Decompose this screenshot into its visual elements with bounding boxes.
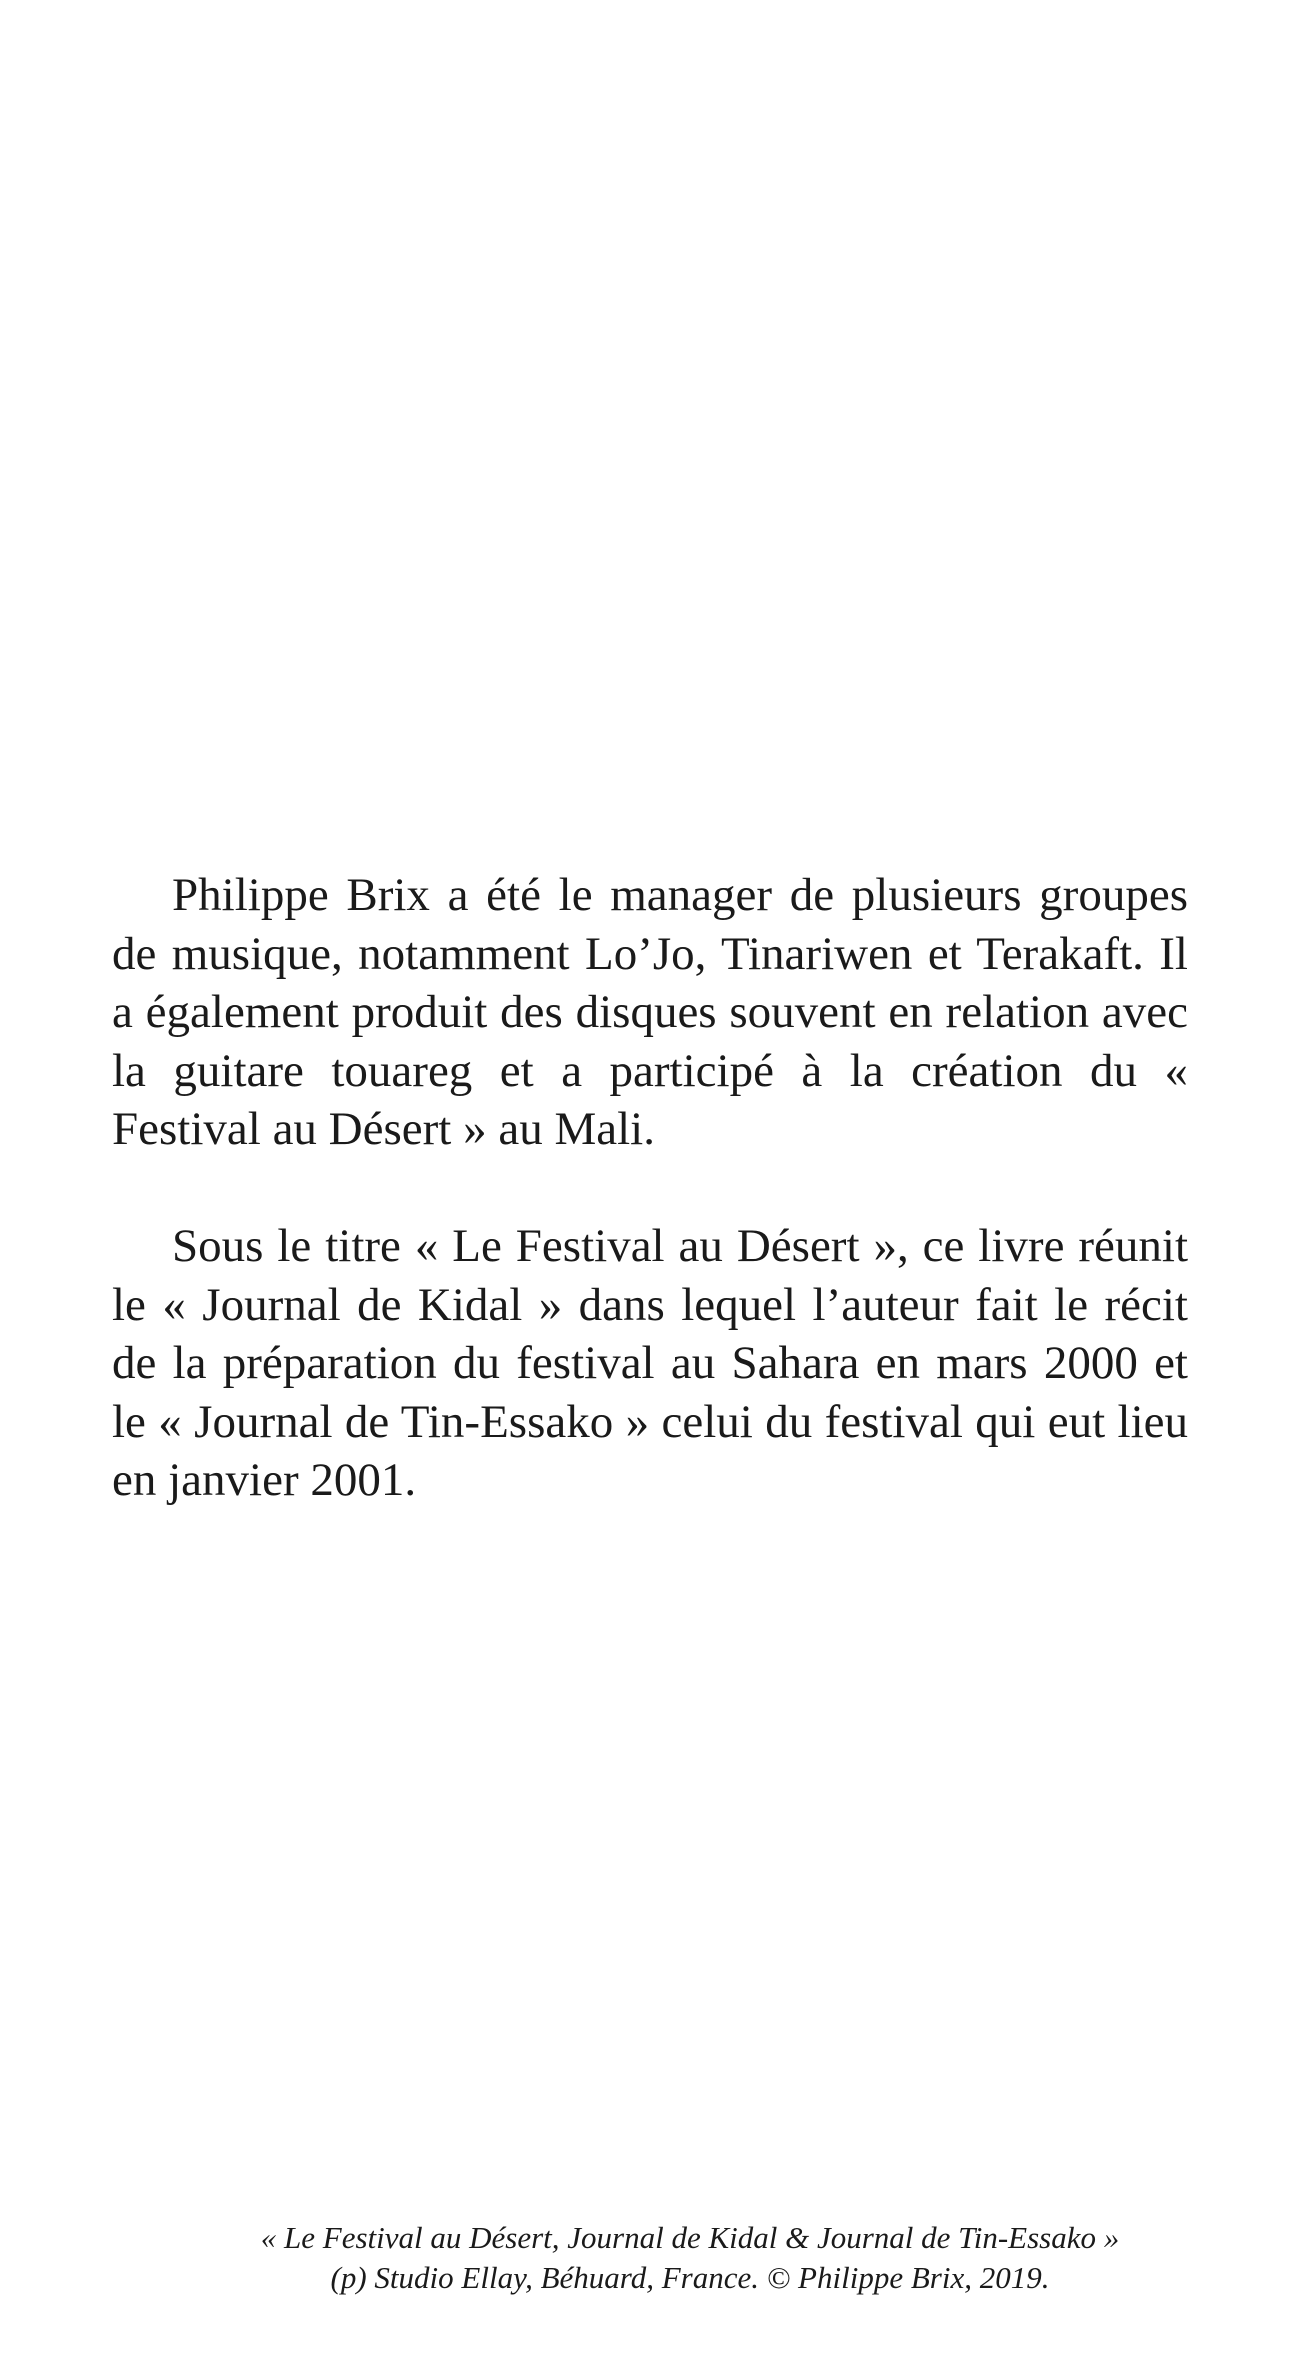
author-bio-text [112,866,1188,1510]
paragraph-book-description: Sous le titre « Le Festival au Désert », ce livre réunit le « Journal de Kidal » dans lequel l’auteur fait le récit de la préparation du festival au Sahara en mars 2000 et le « Journal de Tin-Essako » celui du festival qui eut lieu en janvier 2001. [112,1220,1188,1506]
colophon-copyright-line: (p) Studio Ellay, Béhuard, France. © Philippe Brix, 2019. [330,2260,1050,2295]
colophon [150,2218,1230,2298]
paragraph-author-bio: Philippe Brix a été le manager de plusieurs groupes de musique, notamment Lo’Jo, Tinariwen et Terakaft. Il a également produit des disques souvent en relation avec la guitare touareg et a participé à la création du « Festival au Désert » au Mali. [112,869,1188,1155]
colophon-title-line: « Le Festival au Désert, Journal de Kidal & Journal de Tin-Essako » [260,2220,1120,2255]
